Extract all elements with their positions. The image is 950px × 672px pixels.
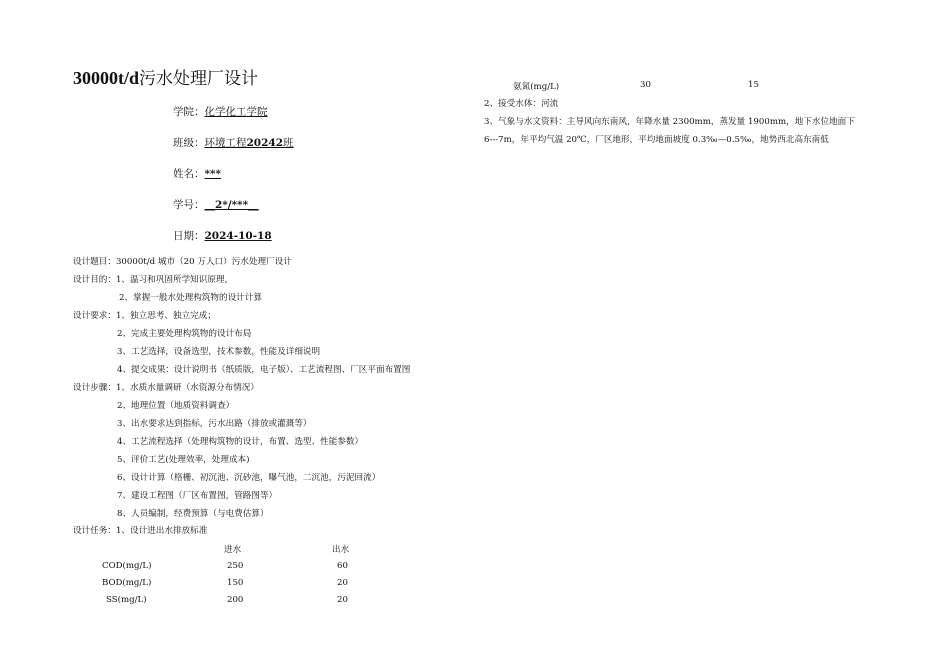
table-header-inflow: 进水 [224, 545, 242, 555]
table-row-bod-in: 150 [227, 578, 244, 588]
table-row-nh3-in: 30 [640, 80, 651, 90]
table-row-nh3-out: 15 [748, 80, 759, 90]
table-row-cod-in: 250 [227, 561, 244, 571]
design-step-8: 8、人员编制，经费预算（与电费估算） [117, 509, 269, 519]
field-name [173, 166, 221, 181]
design-step-3: 3、出水要求达到指标，污水出路（排放或灌溉等） [117, 419, 312, 429]
design-step-2: 2、地理位置（地质资料调查） [117, 401, 235, 411]
field-date-value: 2024-10-18 [204, 230, 272, 242]
field-student-id-value: __2*/***__ [204, 199, 259, 211]
field-student-id-label: 学号： [173, 199, 205, 211]
field-date-label: 日期： [173, 230, 205, 242]
field-date [173, 228, 272, 243]
climate-hydrology-line-2: 6---7m，年平均气温 20℃，厂区地形，平均地面坡度 0.3‰—0.5‰，地势西北高东南低 [484, 135, 829, 145]
table-row-cod-out: 60 [337, 561, 348, 571]
field-class-prefix: 环境工程 [204, 137, 247, 149]
design-topic: 设计题目：30000t/d 城市（20 万人口）污水处理厂设计 [73, 257, 292, 267]
table-row-bod-out: 20 [337, 578, 348, 588]
design-purpose-2: 2、掌握一般水处理构筑物的设计计算 [119, 293, 262, 303]
table-row-cod-name: COD(mg/L) [102, 561, 152, 571]
design-purpose-1: 设计目的：1、温习和巩固所学知识原理， [73, 275, 234, 285]
title-capacity: 30000t/d [73, 68, 140, 88]
design-requirement-4: 4、提交成果：设计说明书（纸质版，电子版）、工艺流程图、厂区平面布置图 [117, 365, 411, 375]
field-name-label: 姓名： [173, 168, 205, 180]
field-name-value: *** [204, 168, 221, 180]
receiving-water: 2、接受水体：河流 [484, 99, 559, 109]
title-text: 污水处理厂设计 [139, 69, 259, 89]
field-class-label: 班级： [173, 137, 205, 149]
table-row-ss-in: 200 [227, 595, 244, 605]
document-title [73, 64, 258, 89]
field-class-suffix: 班 [283, 137, 294, 149]
design-step-1: 设计步骤：1、水质水量调研（水资源分布情况） [73, 383, 259, 393]
field-college [173, 104, 268, 119]
field-class-number: 20242 [246, 137, 284, 149]
table-row-nh3-name: 氨氮(mg/L) [513, 82, 560, 92]
design-requirement-1: 设计要求：1、独立思考、独立完成； [73, 311, 216, 321]
design-step-7: 7、建设工程图（厂区布置图，管路图等） [117, 491, 278, 501]
design-step-4: 4、工艺流程选择（处理构筑物的设计，布置、选型、性能参数） [117, 437, 364, 447]
field-college-label: 学院： [173, 106, 205, 118]
table-row-ss-name: SS(mg/L) [106, 595, 147, 605]
design-task-1: 设计任务：1、设计进出水排放标准 [73, 526, 208, 536]
field-student-id [173, 197, 259, 212]
design-requirement-2: 2、完成主要处理构筑物的设计布局 [117, 329, 252, 339]
design-step-5: 5、评价工艺(处理效率，处理成本) [117, 455, 250, 465]
design-step-6: 6、设计计算（格栅、初沉池、沉砂池，曝气池，二沉池，污泥回流） [117, 473, 381, 483]
field-college-value: 化学化工学院 [204, 106, 268, 118]
table-row-bod-name: BOD(mg/L) [102, 578, 152, 588]
table-row-ss-out: 20 [337, 595, 348, 605]
table-header-outflow: 出水 [332, 545, 350, 555]
climate-hydrology-line-1: 3、气象与水文资料：主导风向东南风，年降水量 2300mm，蒸发量 1900mm，地下水位地面下 [484, 117, 855, 127]
design-requirement-3: 3、工艺选择，设备选型，技术参数，性能及详细说明 [117, 347, 321, 357]
field-class [173, 135, 294, 150]
